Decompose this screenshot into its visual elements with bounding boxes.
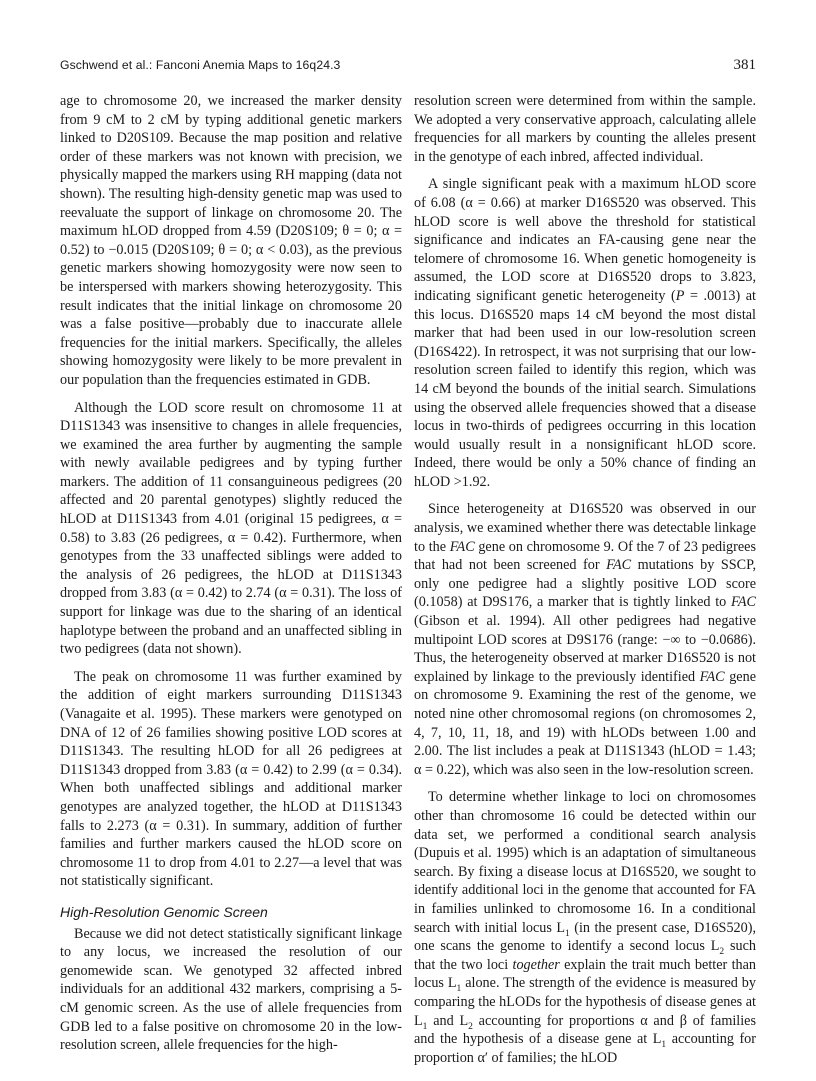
text-run-italic: P — [675, 287, 685, 304]
text-run: gene on chromosome 9. Examining the rest of the genome, we noted nine other chromosomal regions (on chromosomes 2, 4, 7, 10, 11, 18, and 19) with hLODs between 1.00 and 2.00. The list includes a peak at D11S1343 (hLOD = 1.43; α = 0.22), which was also seen in the low-resolution screen. — [414, 668, 756, 778]
paragraph-high-resolution: Because we did not detect statistically significant linkage to any locus, we increased the resolution of our genomewide scan. We genotyped 32 affected inbred individuals for an additional 432 markers, comprising a 5-cM genomic screen. As the use of allele frequencies from GDB led to a false positive on chromosome 20 in the low-resolution screen, allele frequencies for the high- — [60, 925, 402, 1054]
running-title: Gschwend et al.: Fanconi Anemia Maps to 16q24.3 — [60, 58, 341, 72]
gene-name: FAC — [449, 538, 475, 555]
text-run: (in the present case, D16S520), one scans the genome to identify a second locus L — [414, 919, 756, 955]
text-run: explain the trait much better than locus L — [414, 956, 756, 992]
paragraph-single-peak — [414, 175, 756, 491]
left-column — [60, 92, 402, 1064]
paragraph-continued-right: resolution screen were determined from within the sample. We adopted a very conservative approach, calculating allele frequencies for all markers by counting the alleles present in the genotype of each inbred, affected individual. — [414, 93, 756, 165]
text-run: A single significant peak with a maximum hLOD score of 6.08 (α = 0.66) at marker D16S520 was observed. This hLOD score is well above the threshold for statistical significance and indicates an FA-causing gene near the telomere of chromosome 16. When genetic homogeneity is assumed, the LOD score at D16S520 drops to 3.823, indicating significant genetic heterogeneity ( — [414, 176, 756, 304]
text-run-italic: together — [512, 956, 560, 973]
subscript: 1 — [422, 1021, 428, 1032]
paragraph-chromosome-11: Although the LOD score result on chromosome 11 at D11S1343 was insensitive to changes in allele frequencies, we examined the area further by augmenting the sample with newly available pedigrees and by typing further markers. The addition of 11 consanguineous pedigrees (20 affected and 20 parental genotypes) slightly reduced the hLOD at D11S1343 from 4.01 (original 15 pedigrees, α = 0.58) to 3.83 (26 pedigrees, α = 0.42). Furthermore, when genotypes from the 33 unaffected siblings were added to the analysis of 26 pedigrees, the hLOD at D11S1343 dropped from 3.83 (α = 0.42) to 2.74 (α = 0.31). The loss of support for linkage was due to the sharing of an identical haplotype between the proband and an unaffected sibling in two pedigrees (data not shown). — [60, 399, 402, 658]
paragraph-peak-chromosome-11: The peak on chromosome 11 was further examined by the addition of eight markers surrounding D11S1343 (Vanagaite et al. 1995). These markers were genotyped on DNA of 12 of 26 families showing positive LOD scores at D11S1343. The resulting hLOD for all 26 pedigrees at D11S1343 dropped from 3.83 (α = 0.42) to 2.99 (α = 0.34). When both unaffected siblings and additional marker genotypes are analyzed together, the hLOD at D11S1343 falls to 2.273 (α = 0.31). In summary, addition of further families and further markers caused the hLOD score on chromosome 11 to drop from 4.01 to 2.27—a level that was not statistically significant. — [60, 668, 402, 890]
text-run: such that the two loci — [414, 938, 756, 973]
text-run: and L — [427, 1012, 469, 1029]
subscript: 1 — [661, 1039, 667, 1050]
text-run: mutations by SSCP, only one pedigree had a slightly positive LOD score (0.1058) at D9S176, a marker that is tightly linked to — [414, 557, 756, 611]
gene-name: FAC — [699, 668, 725, 685]
page-number: 381 — [733, 57, 756, 73]
right-column — [414, 92, 756, 1076]
subscript: 1 — [456, 984, 462, 995]
text-run: To determine whether linkage to loci on chromosomes other than chromosome 16 could be detected within our data set, we performed a conditional search analysis (Dupuis et al. 1995) which is an adaptation of simultaneous search. By fixing a disease locus at D16S520, we sought to identify additional loci in the genome that accounted for FA in families unlinked to chromosome 16. In a conditional search with initial locus L — [414, 789, 756, 936]
text-run: accounting for proportion α′ of families; the hLOD — [414, 1031, 756, 1066]
paragraph-conditional-search — [414, 788, 756, 1067]
gene-name: FAC — [606, 557, 632, 574]
subscript: 2 — [468, 1021, 473, 1032]
paragraph-heterogeneity — [414, 500, 756, 779]
text-run: gene on chromosome 9. Of the 7 of 23 pedigrees that had not been screened for — [414, 538, 756, 574]
text-run: alone. The strength of the evidence is measured by comparing the hLODs for the hypothesis of disease genes at L — [414, 975, 756, 1029]
section-heading: High-Resolution Genomic Screen — [60, 903, 268, 920]
text-run: Since heterogeneity at D16S520 was observed in our analysis, we examined whether there was detectable linkage to the — [414, 501, 756, 555]
subscript: 2 — [719, 946, 725, 957]
text-run: = .0013) at this locus. D16S520 maps 14 cM beyond the most distal marker that had been used in our low-resolution screen (D16S422). In retrospect, it was not surprising that our low-resolution screen failed to identify this region, which was 14 cM beyond the bounds of the initial search. Simulations using the observed allele frequencies showed that a disease locus in two-thirds of pedigrees occurring in this location would usually result in a nonsignificant hLOD score. Indeed, there would be only a 50% chance of finding an hLOD >1.92. — [414, 287, 756, 490]
text-run: accounting for proportions α and β of families and the hypothesis of a disease gene at L — [414, 1012, 756, 1048]
gene-name: FAC — [731, 594, 756, 611]
page-header — [60, 58, 756, 78]
paragraph-continued: age to chromosome 20, we increased the marker density from 9 cM to 2 cM by typing additional genetic markers linked to D20S109. Because the map position and relative order of these markers was not known with precision, we physically mapped the markers using RH mapping (data not shown). The resulting high-density genetic map was used to reevaluate the support of linkage on chromosome 20. The maximum hLOD dropped from 4.59 (D20S109; θ = 0; α = 0.52) to −0.015 (D20S109; θ = 0; α < 0.03), as the previous genetic markers showing homozygosity were now seen to be interspersed with markers showing heterozygosity. This result indicates that the initial linkage on chromosome 20 was a false positive—probably due to inaccurate allele frequencies for the initial markers. Specifically, the alleles showing homozygosity were likely to be more prevalent in our population than the frequencies estimated in GDB. — [60, 93, 402, 388]
text-run: (Gibson et al. 1994). All other pedigrees had negative multipoint LOD scores at D9S176 (range: −∞ to −0.0686). Thus, the heterogeneity observed at marker D16S520 is not explained by linkage to the previously identified — [414, 613, 756, 685]
subscript: 1 — [565, 928, 570, 939]
